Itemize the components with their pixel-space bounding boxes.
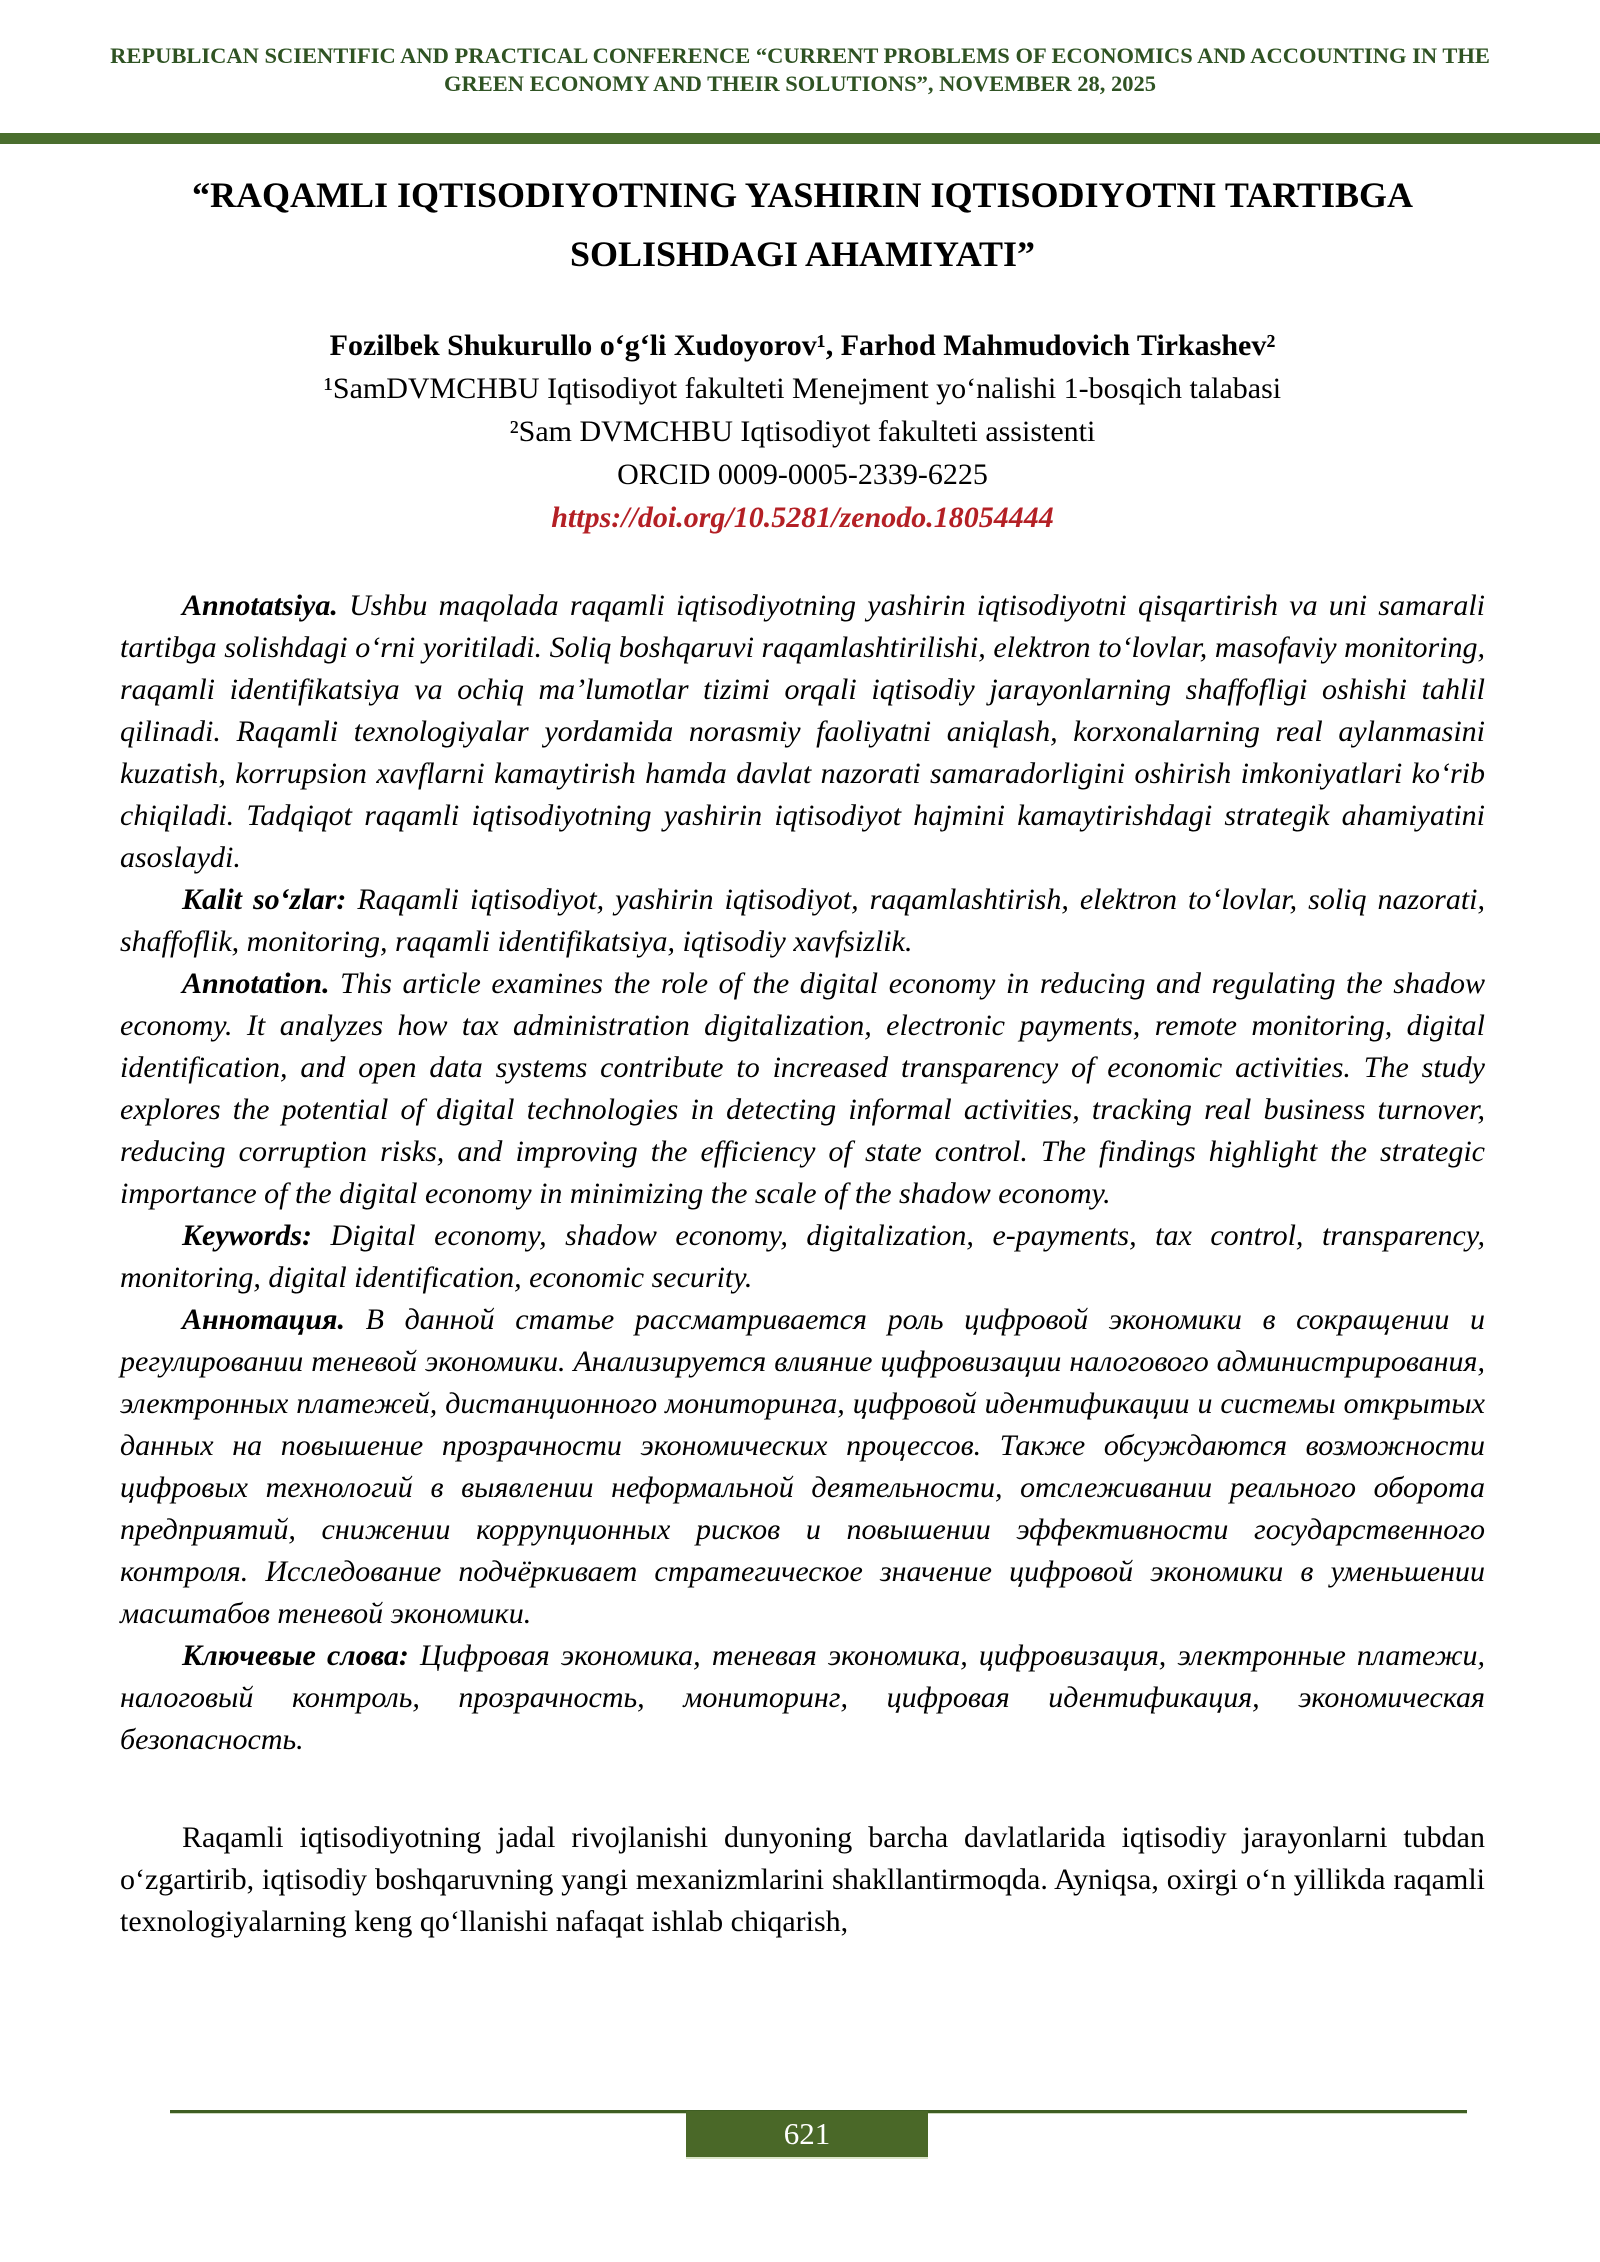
keywords-uz-label: Kalit so‘zlar: <box>182 883 347 916</box>
abstract-ru-text: В данной статье рассматривается роль цифровой экономики в сокращении и регулировании теневой экономики. Анализируется влияние цифровизации налогового администрирования, электронных платежей, дистанционного мониторинга, цифровой идентификации и системы открытых данных на повышение прозрачности экономических процессов. Также обсуждаются возможности цифровых технологий в выявлении неформальной деятельности, отслеживании реального оборота предприятий, снижении коррупционных рисков и повышении эффективности государственного контроля. Исследование подчёркивает стратегическое значение цифровой экономики в уменьшении масштабов теневой экономики. <box>120 1303 1485 1630</box>
keywords-ru-paragraph <box>120 1635 1485 1761</box>
keywords-en-text: Digital economy, shadow economy, digitalization, e-payments, tax control, transparency, monitoring, digital identification, economic security. <box>120 1219 1485 1294</box>
abstract-en-paragraph <box>120 963 1485 1215</box>
article-title: “RAQAMLI IQTISODIYOTNING YASHIRIN IQTISODIYOTNI TARTIBGA SOLISHDAGI AHAMIYATI” <box>191 175 1413 274</box>
abstract-ru-label: Аннотация. <box>182 1303 345 1336</box>
abstract-uz-label: Annotatsiya. <box>182 589 338 622</box>
body-paragraph-1: Raqamli iqtisodiyotning jadal rivojlanishi dunyoning barcha davlatlarida iqtisodiy jarayonlarni tubdan o‘zgartirib, iqtisodiy boshqaruvning yangi mexanizmlarini shakllantirmoqda. Ayniqsa, oxirgi o‘n yillikda raqamli texnologiyalarning keng qo‘llanishi nafaqat ishlab chiqarish, <box>120 1821 1485 1938</box>
orcid-id: ORCID 0009-0005-2339-6225 <box>617 458 988 491</box>
doi-line <box>120 496 1485 539</box>
header-divider-bar <box>0 133 1600 144</box>
page-number: 621 <box>783 2116 831 2151</box>
abstract-uz-paragraph <box>120 585 1485 879</box>
abstract-en-label: Annotation. <box>182 967 330 1000</box>
keywords-en-label: Keywords: <box>182 1219 312 1252</box>
keywords-uz-paragraph <box>120 879 1485 963</box>
keywords-uz-text: Raqamli iqtisodiyot, yashirin iqtisodiyot, raqamlashtirish, elektron to‘lovlar, soliq nazorati, shaffoflik, monitoring, raqamli identifikatsiya, iqtisodiy xavfsizlik. <box>120 883 1486 958</box>
page-content <box>120 158 1485 1943</box>
abstract-ru-paragraph <box>120 1299 1485 1635</box>
page-number-badge <box>686 2111 928 2159</box>
affiliation-1: ¹SamDVMCHBU Iqtisodiyot fakulteti Menejment yo‘nalishi 1-bosqich talabasi <box>323 372 1282 405</box>
abstract-uz-text: Ushbu maqolada raqamli iqtisodiyotning yashirin iqtisodiyotni qisqartirish va uni samarali tartibga solishdagi o‘rni yoritiladi. Soliq boshqaruvi raqamlashtirilishi, elektron to‘lovlar, masofaviy monitoring, raqamli identifikatsiya va ochiq ma’lumotlar tizimi orqali iqtisodiy jarayonlarning shaffofligi oshishi tahlil qilinadi. Raqamli texnologiyalar yordamida norasmiy faoliyatni aniqlash, korxonalarning real aylanmasini kuzatish, korrupsion xavflarni kamaytirish hamda davlat nazorati samaradorligini oshirish imkoniyatlari ko‘rib chiqiladi. Tadqiqot raqamli iqtisodiyotning yashirin iqtisodiyot hajmini kamaytirishdagi strategik ahamiyatini asoslaydi. <box>120 589 1485 874</box>
authors-line: Fozilbek Shukurullo o‘g‘li Xudoyorov¹, Farhod Mahmudovich Tirkashev² <box>329 329 1276 362</box>
keywords-ru-text: Цифровая экономика, теневая экономика, цифровизация, электронные платежи, налоговый контроль, прозрачность, мониторинг, цифровая идентификация, экономическая безопасность. <box>120 1639 1485 1756</box>
keywords-ru-label: Ключевые слова: <box>182 1639 409 1672</box>
affiliation-2: ²Sam DVMCHBU Iqtisodiyot fakulteti assistenti <box>509 415 1096 448</box>
conference-header: REPUBLICAN SCIENTIFIC AND PRACTICAL CONFERENCE “CURRENT PROBLEMS OF ECONOMICS AND ACCOUNTING IN THE GREEN ECONOMY AND THEIR SOLUTIONS”, NOVEMBER 28, 2025 <box>110 43 1490 96</box>
abstract-en-text: This article examines the role of the digital economy in reducing and regulating the shadow economy. It analyzes how tax administration digitalization, electronic payments, remote monitoring, digital identification, and open data systems contribute to increased transparency of economic activities. The study explores the potential of digital technologies in detecting informal activities, tracking real business turnover, reducing corruption risks, and improving the efficiency of state control. The findings highlight the strategic importance of the digital economy in minimizing the scale of the shadow economy. <box>120 967 1485 1210</box>
keywords-en-paragraph <box>120 1215 1485 1299</box>
doi-link[interactable]: https://doi.org/10.5281/zenodo.18054444 <box>551 501 1054 534</box>
